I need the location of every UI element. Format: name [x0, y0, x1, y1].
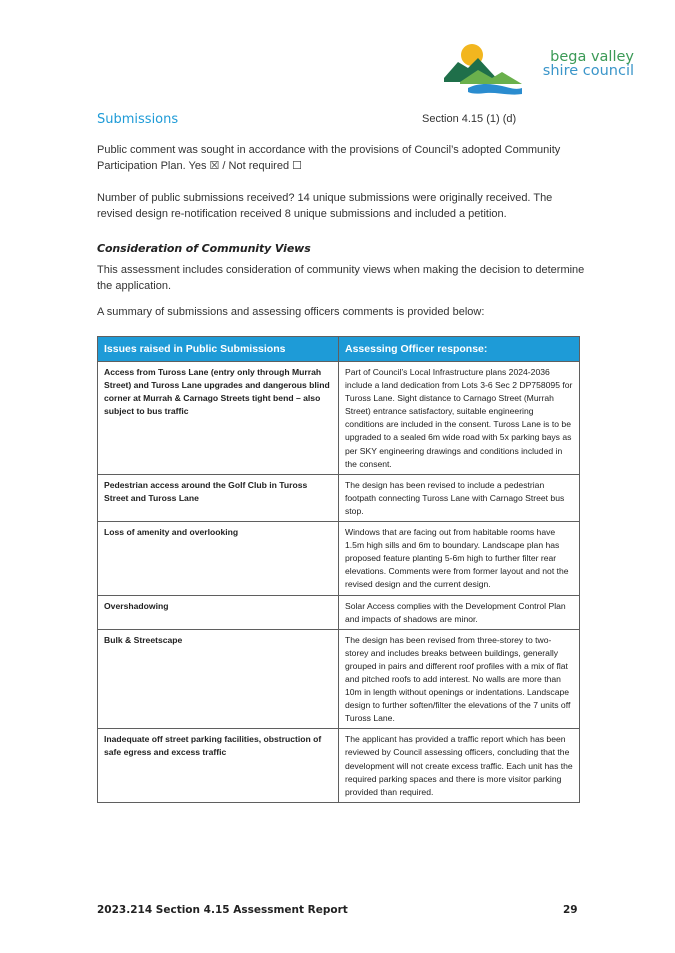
table-row [98, 474, 580, 521]
submissions-count-paragraph: Number of public submissions received? 14 unique submissions were originally received. The revised design re-notification received 8 unique submissions and included a petition. [97, 192, 553, 220]
summary-intro-paragraph: A summary of submissions and assessing officers comments is provided below: [97, 306, 485, 318]
issue-cell: Loss of amenity and overlooking [98, 522, 339, 595]
table-row [98, 362, 580, 475]
community-views-heading: Consideration of Community Views [97, 242, 311, 255]
issue-cell: Access from Tuross Lane (entry only through Murrah Street) and Tuross Lane upgrades and dangerous blind corner at Murrah & Carnago Streets tight bend – also subject to bus traffic [98, 362, 339, 475]
section-reference: Section 4.15 (1) (d) [422, 113, 517, 125]
footer-page-number: 29 [563, 904, 578, 916]
logo-wordmark [518, 50, 634, 78]
issues-column-header: Issues raised in Public Submissions [98, 337, 339, 362]
response-cell: Windows that are facing out from habitable rooms have 1.5m high sills and 6m to boundary. Landscape plan has proposed feature planting 5-6m high to further filter rear elevations. Comments were from former layout and not the revised design and the current design. [339, 522, 580, 595]
section-title: Submissions [97, 112, 179, 127]
logo-line-1: bega valley [550, 49, 634, 65]
public-comment-paragraph: Public comment was sought in accordance with the provisions of Council’s adopted Community Participation Plan. Yes ☒ / Not required ☐ [97, 144, 561, 172]
table-row [98, 522, 580, 595]
response-cell: The applicant has provided a traffic report which has been reviewed by Council assessing officers, concluding that the development will not create excess traffic. Each unit has the required parking spaces and there is more visitor parking provided than required. [339, 729, 580, 802]
submissions-table [97, 336, 580, 803]
response-cell: Part of Council’s Local Infrastructure plans 2024-2036 include a land dedication from Lots 3-6 Sec 2 DP758095 for Tuross Lane. Sight distance to Carnago Street (Murrah Street) entrance satisfactory, suitable engineering conditions are included in the consent. Tuross Lane is to be upgraded to a sealed 6m wide road with 5x parking bays as per SKY engineering drawings and conditions included in the consent. [339, 362, 580, 475]
table-header-row [98, 337, 580, 362]
issue-cell: Bulk & Streetscape [98, 629, 339, 729]
hills-sun-logo-icon [444, 38, 524, 104]
community-views-paragraph: This assessment includes consideration of community views when making the decision to determine the application. [97, 264, 585, 292]
response-cell: The design has been revised from three-storey to two-storey and includes breaks between buildings, generally grouped in pairs and different roof profiles with a mix of flat and pitched roofs to add interest. No walls are more than 10m in length without openings or indentations. Landscape design to further soften/filter the elevations of the 7 units off Tuross Lane. [339, 629, 580, 729]
table-row [98, 595, 580, 629]
issue-cell: Pedestrian access around the Golf Club in Tuross Street and Tuross Lane [98, 474, 339, 521]
council-logo [444, 38, 634, 104]
footer-report-name: 2023.214 Section 4.15 Assessment Report [97, 904, 348, 916]
issue-cell: Overshadowing [98, 595, 339, 629]
response-cell: Solar Access complies with the Development Control Plan and impacts of shadows are minor. [339, 595, 580, 629]
issue-cell: Inadequate off street parking facilities, obstruction of safe egress and excess traffic [98, 729, 339, 802]
response-cell: The design has been revised to include a pedestrian footpath connecting Tuross Lane with Carnago Street bus stop. [339, 474, 580, 521]
response-column-header: Assessing Officer response: [339, 337, 580, 362]
table-row [98, 629, 580, 729]
logo-line-2: shire council [542, 63, 634, 79]
table-row [98, 729, 580, 802]
